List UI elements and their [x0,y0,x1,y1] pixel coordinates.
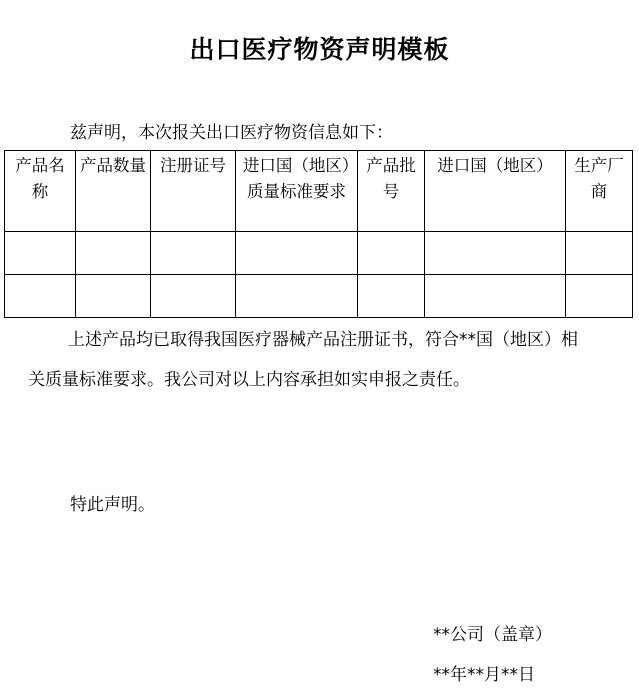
table-row [5,275,633,318]
header-batch-number: 产品批号 [358,151,425,232]
company-seal-line: **公司（盖章） [433,625,552,645]
table-cell [5,232,76,275]
header-product-quantity: 产品数量 [76,151,151,232]
table-cell [566,275,633,318]
table-cell [5,275,76,318]
declaration-table [4,150,633,318]
header-registration-number: 注册证号 [151,151,236,232]
table-cell [425,275,566,318]
table-header-row [5,151,633,232]
table-row [5,232,633,275]
declaration-paragraph: 上述产品均已取得我国医疗器械产品注册证书，符合**国（地区）相关质量标准要求。我公司对以上内容承担如实申报之责任。 [28,330,578,390]
table-cell [236,232,358,275]
intro-line: 兹声明，本次报关出口医疗物资信息如下： [70,123,393,143]
date-line: **年**月**日 [433,665,535,685]
table-cell [358,275,425,318]
header-product-name: 产品名称 [5,151,76,232]
table-cell [151,275,236,318]
header-quality-standard: 进口国（地区）质量标准要求 [236,151,358,232]
table-cell [76,275,151,318]
page-title: 出口医疗物资声明模板 [189,35,450,64]
table-cell [236,275,358,318]
table-cell [358,232,425,275]
table-cell [151,232,236,275]
table-cell [76,232,151,275]
table-cell [566,232,633,275]
table-cell [425,232,566,275]
header-manufacturer: 生产厂商 [566,151,633,232]
closing-line: 特此声明。 [70,495,155,515]
header-importing-country: 进口国（地区） [425,151,566,232]
